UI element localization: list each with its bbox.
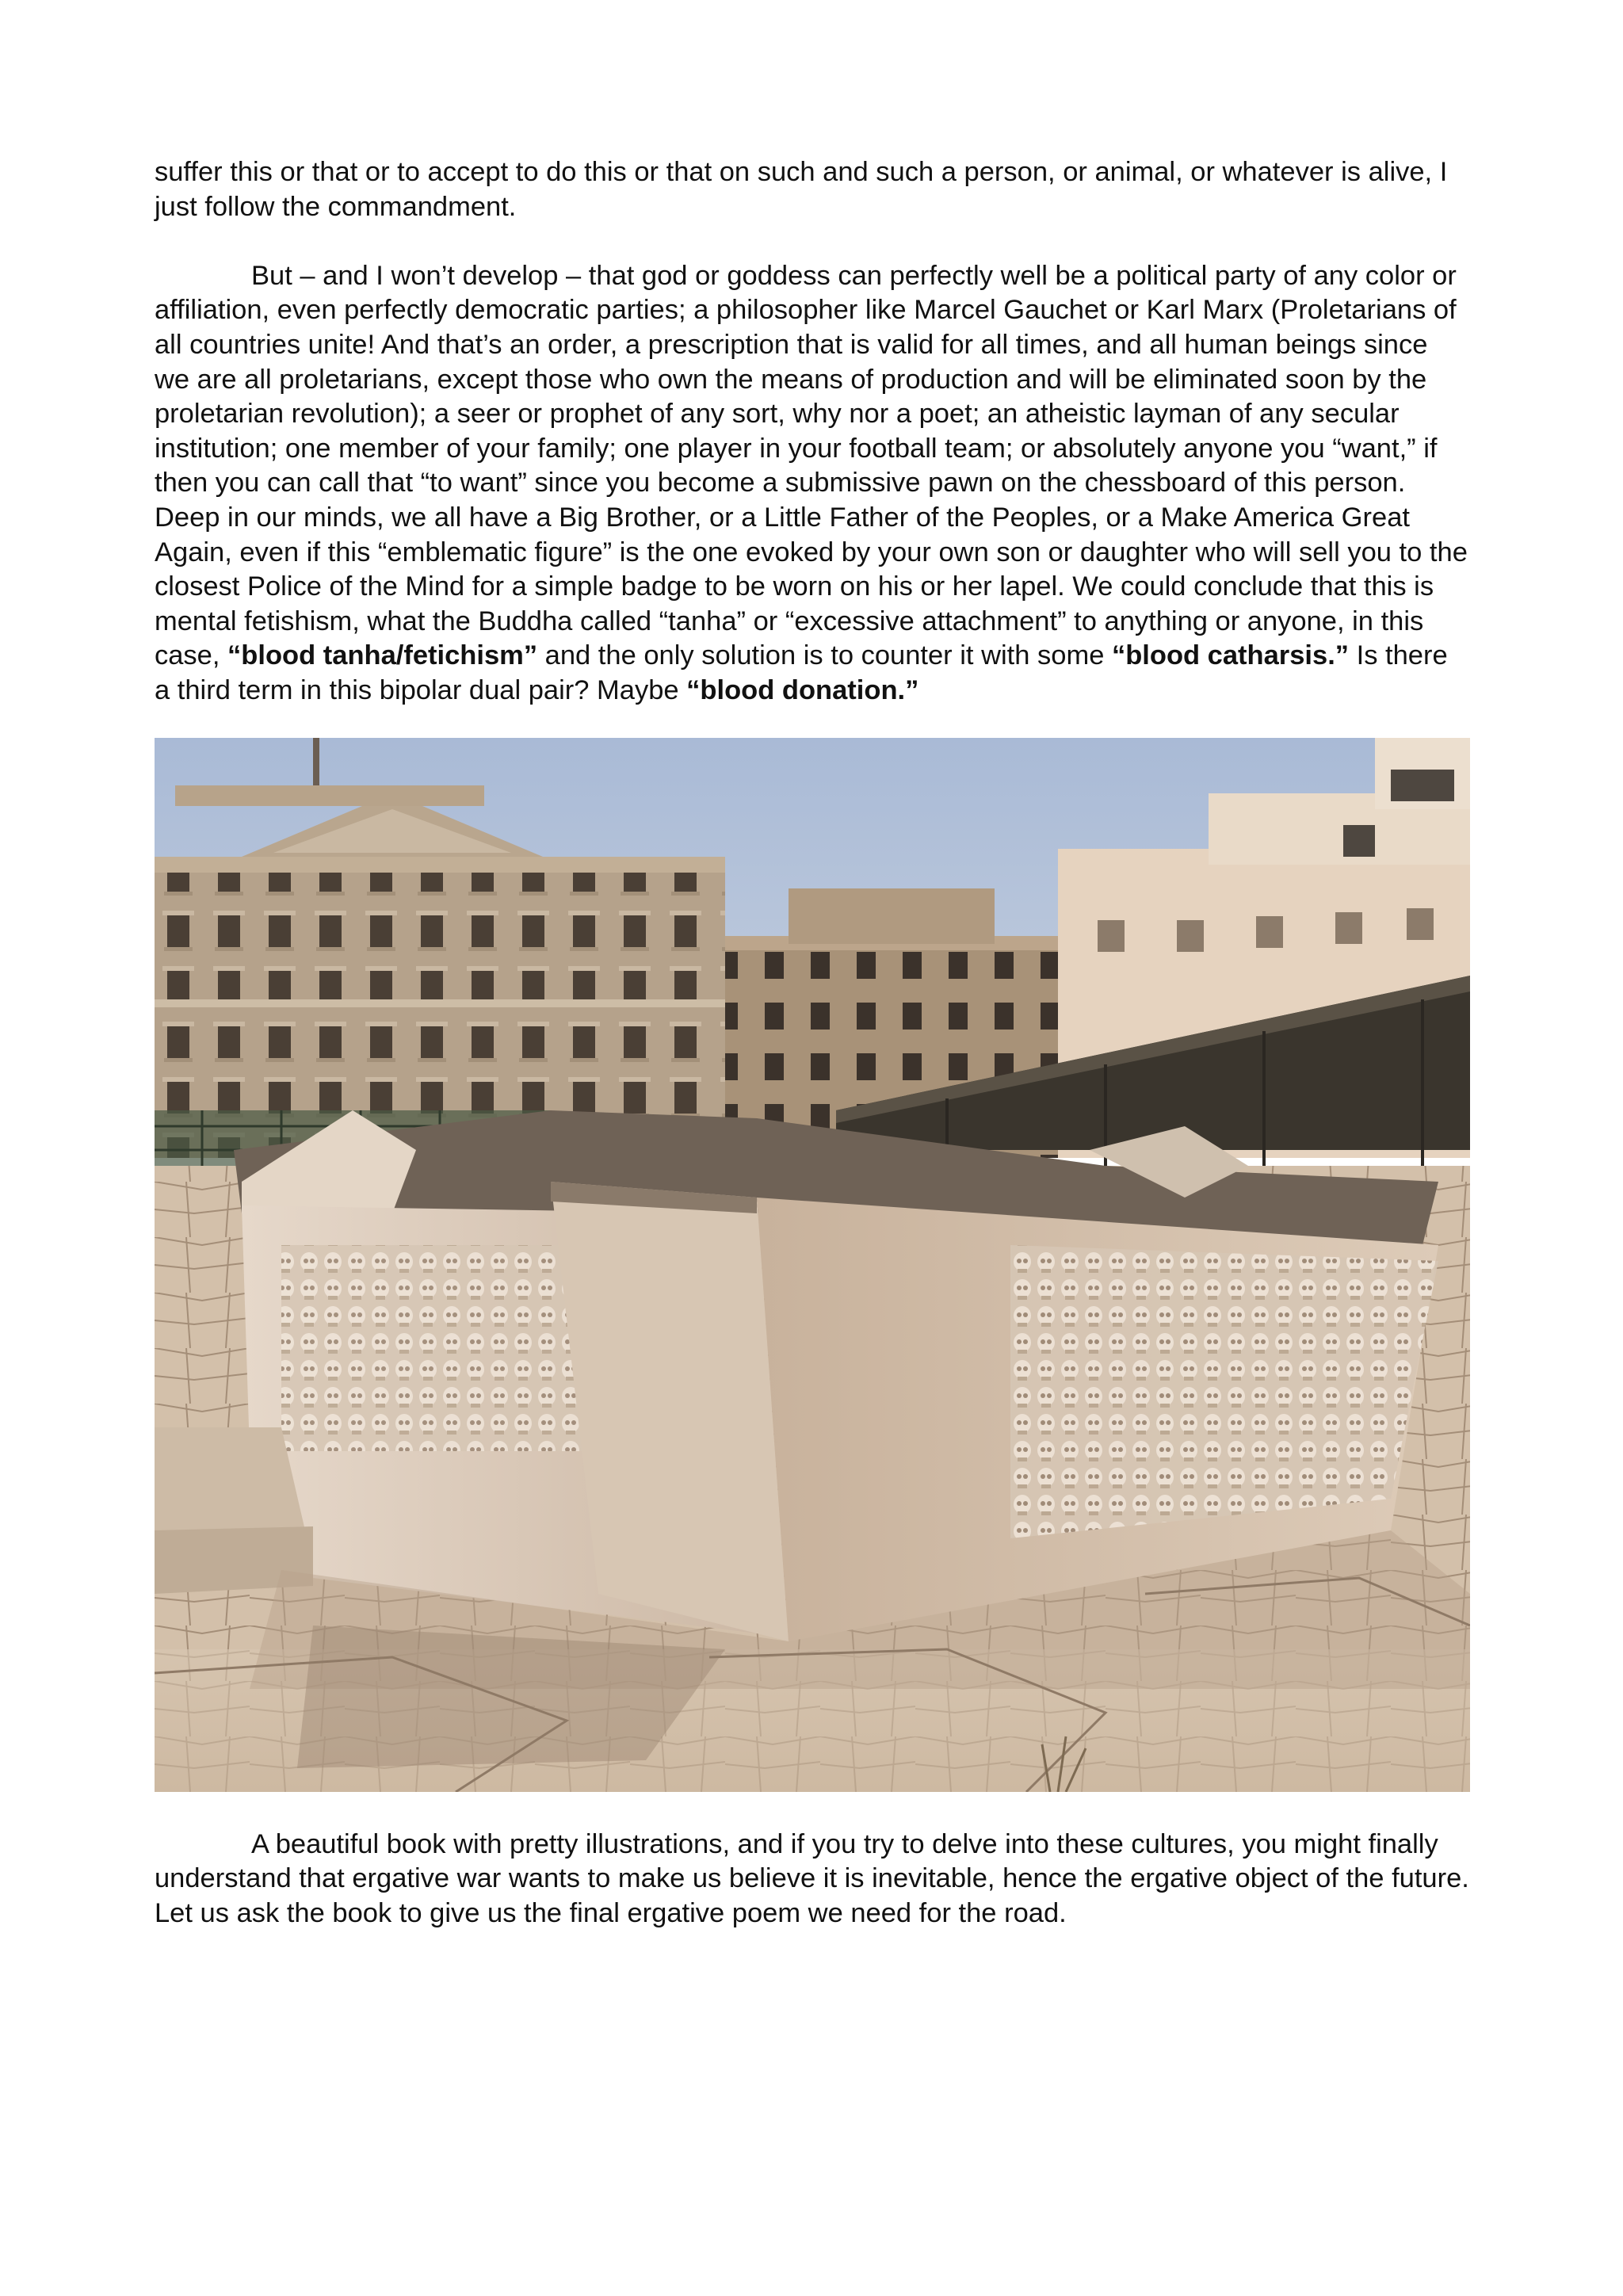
- bold-phrase-blood-donation: “blood donation.”: [686, 674, 919, 705]
- photo-illustration: [155, 738, 1470, 1792]
- paragraph-gap: [155, 224, 1470, 259]
- bold-phrase-blood-catharsis: “blood catharsis.”: [1111, 640, 1350, 671]
- photo-skull-rack-ruins: [155, 738, 1470, 1792]
- paragraph-3: A beautiful book with pretty illustrations, and if you try to delve into these cultures, you might finally understand that ergative war wants to make us believe it is inevitable, hence the ergative object of the future. Let us ask the book to give us the final ergative poem we need for the road.: [155, 1828, 1469, 1928]
- paragraph-2-text-a: But – and I won’t develop – that god or goddess can perfectly well be a political party of any color or affiliation, even perfectly democratic parties; a philosopher like Marcel Gauchet or Karl Marx (Proletarians of all countries unite! And that’s an order, a prescription that is valid for all times, and all human beings since we are all proletarians, except those who own the means of production and will be eliminated soon by the proletarian revolution); a seer or prophet of any sort, why nor a poet; an atheistic layman of any secular institution; one member of your family; one player in your football team; or absolutely anyone you “want,” if then you can call that “to want” since you become a submissive pawn on the chessboard of this person. Deep in our minds, we all have a Big Brother, or a Little Father of the Peoples, or a Make America Great Again, even if this “emblematic figure” is the one evoked by your own son or daughter who will sell you to the closest Police of the Mind for a simple badge to be worn on his or her lapel. We could conclude that this is mental fetishism, what the Buddha called “tanha” or “excessive attachment” to anything or anyone, in this case,: [155, 260, 1468, 671]
- paragraph-2-text-b: and the only solution is to counter it with some: [537, 640, 1112, 671]
- document-page: [155, 155, 1470, 1931]
- paragraph-1: suffer this or that or to accept to do this or that on such and such a person, or animal, or whatever is alive, I just follow the commandment.: [155, 157, 1448, 222]
- paragraph-2-text-c: Is there a third term in this bipolar dual pair? Maybe: [155, 640, 1448, 705]
- bold-phrase-blood-tanha: “blood tanha/fetichism”: [227, 640, 538, 671]
- paragraph-2: [155, 259, 1470, 709]
